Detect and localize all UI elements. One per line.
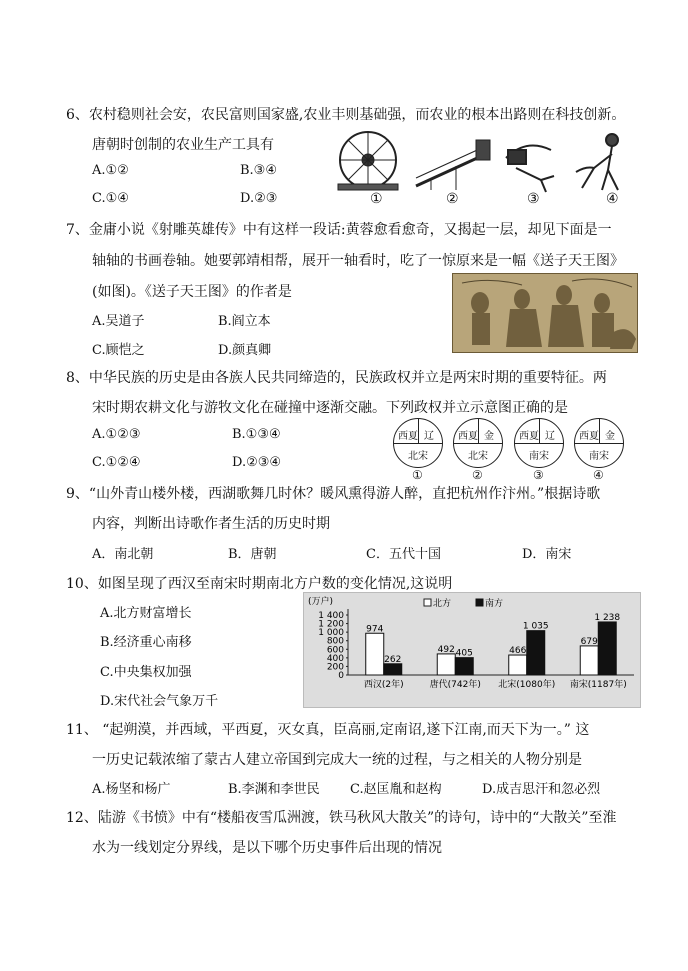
chart-x-category: 北宋(1080年)	[498, 680, 556, 690]
bar-value-label: 492	[437, 644, 455, 655]
diagram-2-number: ②	[472, 468, 483, 482]
household-bar-chart	[304, 593, 640, 707]
q6-figure-label-3: ③	[527, 191, 540, 207]
diagram-3-number: ③	[533, 468, 544, 482]
q6-figure-label-2: ②	[446, 191, 459, 207]
legend-swatch-north	[424, 599, 431, 606]
q10-option-a: A.北方财富增长	[100, 606, 192, 621]
q8-option-d: D.②③④	[232, 455, 282, 470]
bar-north	[509, 655, 527, 675]
bar-value-label: 262	[384, 654, 402, 665]
chart-y-unit: (万户)	[308, 597, 334, 607]
diagram-4-top-left: 西夏	[579, 431, 599, 442]
q12-stem-line2: 水为一线划定分界线，是以下哪个历史事件后出现的情况	[92, 840, 442, 856]
chart-x-category: 南宋(1187年)	[569, 680, 627, 690]
bar-north	[366, 633, 384, 675]
chart-y-tick: 200	[326, 662, 344, 673]
q11-option-b: B.李渊和李世民	[228, 782, 320, 797]
q6-stem-line1: 6、农村稳则社会安，农民富则国家盛,农业丰则基础强，而农业的根本出路则在科技创新。	[66, 107, 626, 123]
q10-stem-line1: 10、如图呈现了西汉至南宋时期南北方户数的变化情况,这说明	[66, 576, 453, 592]
chart-x-category: 唐代(742年)	[429, 680, 481, 690]
diagram-3-top-left: 西夏	[519, 431, 539, 442]
farmer-plowing-image	[576, 134, 618, 190]
regime-diagram-2	[453, 418, 503, 468]
q7-stem-line1: 7、金庸小说《射雕英雄传》中有这样一段话:黄蓉愈看愈奇，又揭起一层，却见下面是一	[66, 222, 612, 238]
q11-option-d: D.成吉思汗和忽必烈	[482, 782, 601, 797]
q9-option-b: B．唐朝	[228, 547, 277, 562]
q10-option-c: C.中央集权加强	[100, 665, 192, 680]
bar-value-label: 405	[455, 648, 473, 659]
q8-option-a: A.①②③	[92, 427, 141, 442]
q9-stem-line2: 内容，判断出诗歌作者生活的历史时期	[92, 516, 330, 532]
regime-diagram-4	[574, 418, 624, 468]
chart-y-tick: 0	[338, 671, 344, 681]
q11-stem-line2: 一历史记载浓缩了蒙古人建立帝国到完成大一统的过程，与之相关的人物分别是	[92, 752, 582, 768]
bar-south	[598, 622, 616, 675]
q12-stem-line1: 12、陆游《书愤》中有“楼船夜雪瓜洲渡，铁马秋风大散关”的诗句，诗中的“大散关”至淮	[66, 810, 617, 826]
diagram-1-top-left: 西夏	[398, 431, 418, 442]
bar-south	[384, 664, 402, 675]
diagram-2-top-left: 西夏	[458, 431, 478, 442]
q7-stem-line2: 轴轴的书画卷轴。她要郭靖相帮，展开一轴看时，吃了一惊原来是一幅《送子天王图》	[92, 253, 624, 269]
chain-pump-image	[416, 140, 490, 190]
bar-value-label: 679	[580, 636, 598, 647]
chart-y-tick: 400	[326, 653, 344, 664]
q6-figure-label-1: ①	[370, 191, 383, 207]
q7-option-b: B.阎立本	[218, 314, 271, 329]
diagram-2-bottom: 北宋	[468, 451, 488, 462]
q7-option-d: D.颜真卿	[218, 343, 272, 358]
bar-north	[437, 654, 455, 675]
curved-plow-image	[506, 146, 554, 193]
songzi-tianwang-painting-image	[452, 273, 638, 353]
chart-y-tick: 1 000	[318, 628, 344, 639]
q9-option-c: C．五代十国	[366, 547, 441, 562]
q7-option-a: A.吴道子	[92, 314, 145, 329]
q10-option-b: B.经济重心南移	[100, 635, 192, 650]
q9-stem-line1: 9、“山外青山楼外楼，西湖歌舞几时休？暖风熏得游人醉，直把杭州作汴州。”根据诗歌	[66, 486, 601, 502]
household-chart-panel	[303, 592, 641, 708]
q6-option-a: A.①②	[92, 163, 129, 178]
q11-option-a: A.杨坚和杨广	[92, 782, 171, 797]
legend-label-north: 北方	[433, 599, 452, 609]
q11-option-c: C.赵匡胤和赵构	[350, 782, 442, 797]
q8-stem-line1: 8、中华民族的历史是由各族人民共同缔造的，民族政权并立是两宋时期的重要特征。两	[66, 370, 607, 386]
q8-option-c: C.①②④	[92, 455, 141, 470]
water-wheel-image	[338, 132, 398, 190]
q6-option-d: D.②③	[240, 191, 278, 206]
diagram-3-top-right: 辽	[545, 431, 555, 442]
bar-south	[455, 658, 473, 675]
q7-option-c: C.顾恺之	[92, 343, 145, 358]
legend-label-south: 南方	[485, 599, 504, 609]
q8-stem-line2: 宋时期农耕文化与游牧文化在碰撞中逐渐交融。下列政权并立示意图正确的是	[92, 400, 568, 416]
bar-value-label: 974	[366, 624, 384, 635]
diagram-1-bottom: 北宋	[408, 451, 428, 462]
bar-value-label: 466	[509, 646, 527, 657]
q6-option-b: B.③④	[240, 163, 277, 178]
q11-stem-line1: 11、 “起朔漠，并西域，平西夏，灭女真，臣高丽,定南诏,遂下江南,而天下为一。” 这	[66, 722, 590, 738]
bar-value-label: 1 035	[522, 621, 549, 632]
q9-option-d: D．南宋	[522, 547, 572, 562]
q6-figure-label-4: ④	[606, 191, 619, 207]
q10-option-d: D.宋代社会气象万千	[100, 694, 219, 709]
diagram-4-top-right: 金	[605, 431, 615, 442]
q7-stem-line3: (如图)。《送子天王图》的作者是	[92, 284, 292, 300]
diagram-4-bottom: 南宋	[589, 451, 609, 462]
q6-stem-line2: 唐朝时创制的农业生产工具有	[92, 137, 274, 153]
bar-south	[527, 631, 545, 675]
diagram-4-number: ④	[593, 468, 604, 482]
chart-y-tick: 600	[326, 645, 344, 656]
chart-x-category: 西汉(2年)	[363, 680, 404, 690]
legend-swatch-south	[476, 599, 483, 606]
diagram-3-bottom: 南宋	[529, 451, 549, 462]
bar-north	[580, 646, 598, 675]
chart-y-tick: 1 400	[318, 611, 344, 621]
regime-diagram-1	[393, 418, 443, 468]
regime-diagram-3	[514, 418, 564, 468]
diagram-1-top-right: 辽	[424, 431, 434, 442]
bar-value-label: 1 238	[594, 612, 621, 623]
q9-option-a: A．南北朝	[92, 547, 154, 562]
q8-option-b: B.①③④	[232, 427, 281, 442]
chart-y-tick: 1 200	[318, 619, 344, 630]
diagram-2-top-right: 金	[484, 431, 494, 442]
diagram-1-number: ①	[412, 468, 423, 482]
q6-option-c: C.①④	[92, 191, 129, 206]
chart-y-tick: 800	[326, 636, 344, 647]
